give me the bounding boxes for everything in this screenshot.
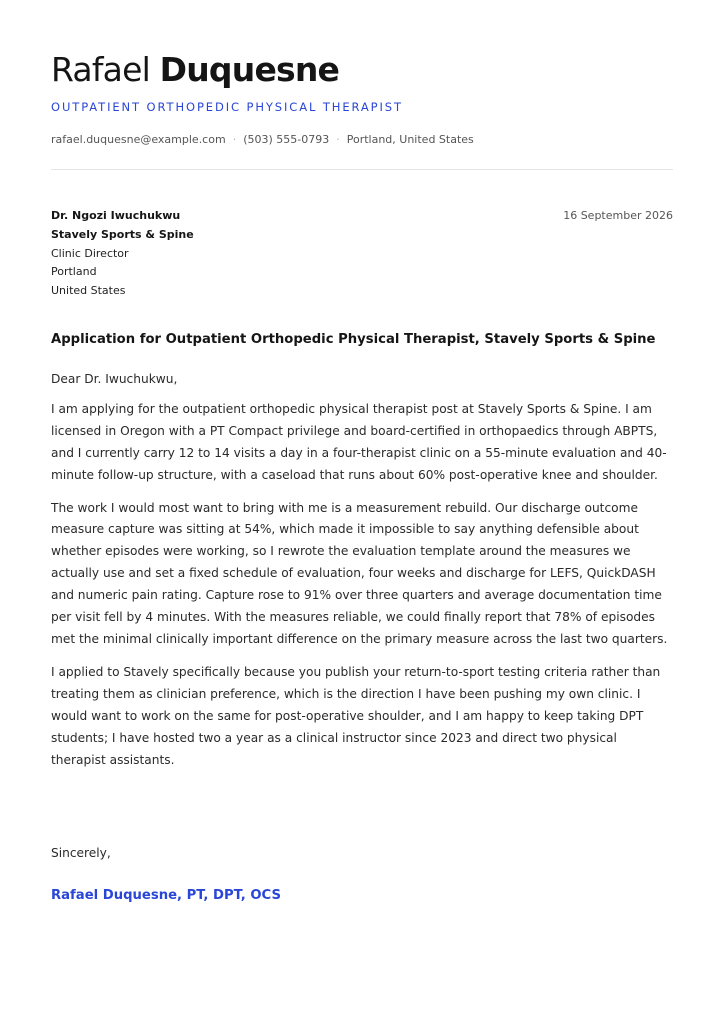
applicant-role: OUTPATIENT ORTHOPEDIC PHYSICAL THERAPIST — [51, 100, 403, 114]
letter-date: 16 September 2026 — [563, 209, 673, 222]
applicant-name — [51, 50, 339, 90]
recipient-block — [51, 207, 194, 301]
salutation: Dear Dr. Iwuchukwu, — [51, 372, 178, 386]
body-paragraph: The work I would most want to bring with me is a measurement rebuild. Our discharge outcome measure capture was sitting at 54%, which made it impossible to say anything defensible about whether episodes were working, so I rewrote the evaluation template around the measures we actually use and set a fixed schedule of evaluation, four weeks and discharge for LEFS, QuickDASH and numeric pain rating. Capture rose to 91% over three quarters and average documentation time per visit fell by 4 minutes. With the measures reliable, we could finally report that 78% of episodes met the minimal clinically important difference on the primary measure across the last two quarters. — [51, 500, 668, 646]
letter-body — [51, 369, 673, 782]
recipient-city: Portland — [51, 265, 97, 279]
applicant-last-name: Duquesne — [159, 50, 340, 89]
contact-line — [51, 133, 474, 147]
signature: Rafael Duquesne, PT, DPT, OCS — [51, 888, 281, 903]
header-divider — [51, 169, 673, 170]
recipient-country: United States — [51, 284, 126, 298]
recipient-organization: Stavely Sports & Spine — [51, 227, 194, 241]
closing: Sincerely, — [51, 846, 111, 860]
recipient-title: Clinic Director — [51, 246, 129, 260]
body-paragraph: I applied to Stavely specifically because you publish your return-to-sport testing criteria rather than treating them as clinician preference, which is the direction I have been pushing my own clinic. I would want to work on the same for post-operative shoulder, and I am happy to keep taking DPT students; I have hosted two a year as a clinical instructor since 2023 and direct two physical therapist assistants. — [51, 664, 661, 767]
recipient-name: Dr. Ngozi Iwuchukwu — [51, 209, 181, 222]
contact-phone: (503) 555-0793 — [243, 133, 330, 146]
body-paragraph: I am applying for the outpatient orthopedic physical therapist post at Stavely Sports & Spine. I am licensed in Oregon with a PT Compact privilege and board-certified in orthopaedics through ABPTS, and I currently carry 12 to 14 visits a day in a four-therapist clinic on a 55-minute evaluation and 40-minute follow-up structure, with a caseload that runs about 60% post-operative knee and shoulder. — [51, 401, 667, 482]
contact-separator: · — [336, 133, 340, 146]
contact-email: rafael.duquesne@example.com — [51, 133, 226, 146]
contact-separator: · — [232, 133, 237, 146]
applicant-first-name: Rafael — [51, 50, 150, 89]
letter-subject: Application for Outpatient Orthopedic Physical Therapist, Stavely Sports & Spine — [51, 332, 656, 347]
contact-location: Portland, United States — [346, 133, 474, 146]
